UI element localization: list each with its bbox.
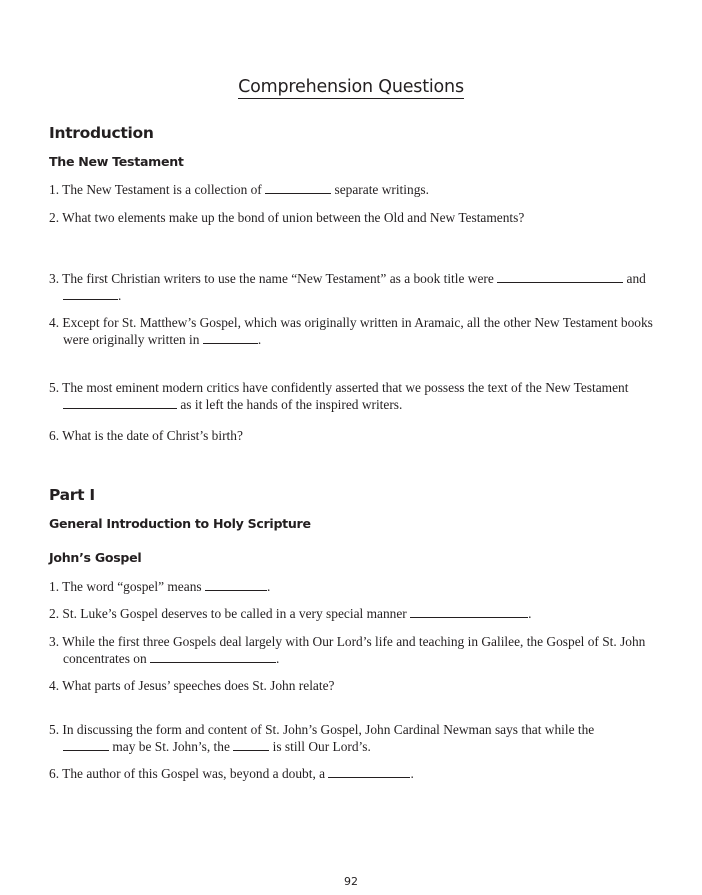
question-number: 4. (49, 315, 60, 330)
question-intro-4 (49, 315, 659, 348)
question-text: The author of this Gospel was, beyond a doubt, a (62, 766, 326, 781)
page-title-text: Comprehension Questions (238, 77, 464, 97)
answer-blank[interactable] (233, 739, 269, 751)
page-title (0, 77, 702, 97)
question-part1-1 (49, 579, 659, 596)
subheading-johns-gospel: John’s Gospel (49, 550, 142, 565)
question-text: separate writings. (334, 182, 429, 197)
question-intro-1 (49, 182, 659, 199)
question-text: were originally written in (63, 331, 200, 347)
question-text: St. Luke’s Gospel deserves to be called in a very special manner (62, 606, 407, 621)
question-text: . (118, 287, 122, 303)
question-number: 1. (49, 579, 60, 594)
answer-blank[interactable] (63, 397, 177, 409)
question-text: In discussing the form and content of St. John’s Gospel, John Cardinal Newman says that while the (62, 722, 595, 737)
question-part1-6 (49, 766, 659, 783)
question-text: . (410, 766, 414, 781)
question-number: 6. (49, 766, 60, 781)
question-text: The first Christian writers to use the name “New Testament” as a book title were (62, 271, 494, 286)
question-text: concentrates on (63, 650, 147, 666)
subheading-general-introduction: General Introduction to Holy Scripture (49, 516, 311, 531)
question-text: What parts of Jesus’ speeches does St. John relate? (62, 678, 335, 693)
question-text: as it left the hands of the inspired writers. (180, 396, 403, 412)
question-text: Except for St. Matthew’s Gospel, which was originally written in Aramaic, all the other New Testament books (62, 315, 653, 330)
answer-blank[interactable] (497, 271, 623, 283)
answer-blank[interactable] (410, 606, 528, 618)
answer-blank[interactable] (265, 182, 331, 194)
answer-blank[interactable] (205, 579, 267, 591)
answer-blank[interactable] (63, 288, 118, 300)
answer-blank[interactable] (328, 766, 410, 778)
subheading-new-testament: The New Testament (49, 154, 184, 169)
question-part1-4 (49, 678, 659, 695)
question-intro-2 (49, 210, 659, 227)
question-text: What is the date of Christ’s birth? (62, 428, 243, 443)
question-intro-5 (49, 380, 659, 413)
question-number: 6. (49, 428, 60, 443)
question-text: The word “gospel” means (62, 579, 202, 594)
question-number: 2. (49, 606, 60, 621)
question-text: may be St. John’s, the (112, 738, 230, 754)
answer-blank[interactable] (150, 651, 276, 663)
question-number: 2. (49, 210, 60, 225)
question-part1-2 (49, 606, 659, 623)
section-heading-part-1: Part I (49, 486, 95, 504)
question-text: . (266, 579, 271, 594)
question-text: The New Testament is a collection of (62, 182, 262, 197)
question-text: . (528, 606, 532, 621)
question-text: While the first three Gospels deal largely with Our Lord’s life and teaching in Galilee, the Gospel of St. John (62, 634, 646, 649)
question-number: 3. (49, 271, 60, 286)
question-text: The most eminent modern critics have confidently asserted that we possess the text of the New Testament (62, 380, 629, 395)
question-text: What two elements make up the bond of union between the Old and New Testaments? (62, 210, 525, 225)
question-text: and (626, 271, 646, 286)
answer-blank[interactable] (63, 739, 109, 751)
question-text: is still Our Lord’s. (272, 738, 371, 754)
question-number: 5. (49, 722, 60, 737)
question-part1-5 (49, 722, 659, 755)
question-text: . (257, 331, 262, 347)
question-number: 4. (49, 678, 60, 693)
page-number: 92 (344, 875, 358, 888)
question-text: . (276, 650, 280, 666)
question-part1-3 (49, 634, 659, 667)
question-number: 1. (49, 182, 60, 197)
question-intro-6 (49, 428, 659, 445)
section-heading-introduction: Introduction (49, 124, 154, 142)
question-number: 5. (49, 380, 60, 395)
question-intro-3 (49, 271, 659, 304)
answer-blank[interactable] (203, 332, 258, 344)
question-number: 3. (49, 634, 60, 649)
